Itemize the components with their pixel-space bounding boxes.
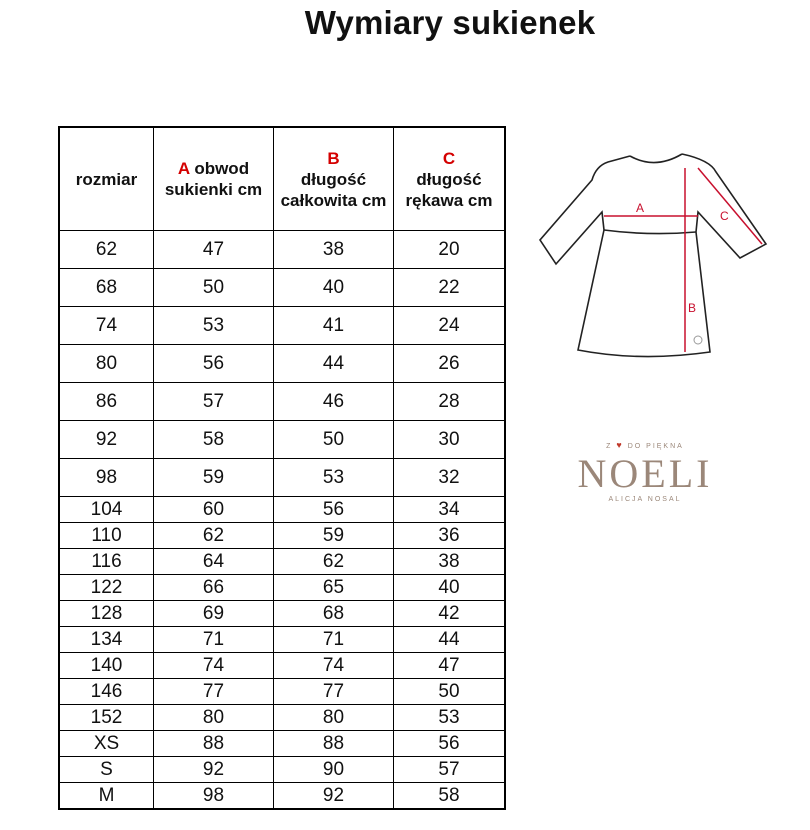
table-row — [59, 345, 505, 383]
cell-a: 98 — [154, 783, 274, 810]
cell-b: 41 — [274, 307, 394, 345]
cell-c: 50 — [394, 679, 506, 705]
cell-c: 42 — [394, 601, 506, 627]
cell-size: 92 — [59, 421, 154, 459]
cell-a: 59 — [154, 459, 274, 497]
header-size: rozmiar — [59, 127, 154, 231]
table-row — [59, 731, 505, 757]
measure-lines — [604, 168, 762, 352]
table-row — [59, 231, 505, 269]
table-row — [59, 523, 505, 549]
cell-size: 62 — [59, 231, 154, 269]
cell-size: 68 — [59, 269, 154, 307]
header-a-text: obwod sukienki cm — [164, 159, 263, 199]
table-row — [59, 679, 505, 705]
table-row — [59, 783, 505, 810]
cell-size: 122 — [59, 575, 154, 601]
cell-b: 44 — [274, 345, 394, 383]
cell-c: 20 — [394, 231, 506, 269]
cell-b: 46 — [274, 383, 394, 421]
cell-c: 22 — [394, 269, 506, 307]
cell-b: 56 — [274, 497, 394, 523]
cell-a: 69 — [154, 601, 274, 627]
cell-a: 92 — [154, 757, 274, 783]
label-c: C — [720, 209, 729, 223]
cell-c: 40 — [394, 575, 506, 601]
label-a: A — [636, 201, 645, 215]
cell-b: 53 — [274, 459, 394, 497]
dress-diagram — [530, 140, 775, 365]
cell-a: 74 — [154, 653, 274, 679]
cell-size: 104 — [59, 497, 154, 523]
cell-size: 74 — [59, 307, 154, 345]
table-row — [59, 497, 505, 523]
heart-icon: ♥ — [616, 440, 624, 450]
cell-c: 24 — [394, 307, 506, 345]
cell-a: 77 — [154, 679, 274, 705]
cell-c: 56 — [394, 731, 506, 757]
brand-logo — [560, 440, 730, 503]
cell-a: 47 — [154, 231, 274, 269]
header-c-letter: C — [442, 148, 456, 168]
cell-a: 50 — [154, 269, 274, 307]
cell-c: 32 — [394, 459, 506, 497]
cell-b: 88 — [274, 731, 394, 757]
header-a — [154, 127, 274, 231]
header-c-text: długość rękawa cm — [405, 169, 493, 210]
cell-a: 88 — [154, 731, 274, 757]
header-a-letter: A — [177, 159, 190, 178]
logo-name: NOELI — [577, 451, 713, 496]
table-row — [59, 383, 505, 421]
cell-b: 77 — [274, 679, 394, 705]
header-b-letter: B — [327, 148, 340, 168]
cell-size: XS — [59, 731, 154, 757]
cell-a: 66 — [154, 575, 274, 601]
table-row — [59, 601, 505, 627]
cell-a: 62 — [154, 523, 274, 549]
cell-c: 34 — [394, 497, 506, 523]
table-row — [59, 627, 505, 653]
cell-c: 36 — [394, 523, 506, 549]
logo-tagline: Z ♥ DO PIĘKNA — [606, 440, 684, 450]
cell-size: 98 — [59, 459, 154, 497]
cell-size: 110 — [59, 523, 154, 549]
cell-b: 65 — [274, 575, 394, 601]
cell-b: 50 — [274, 421, 394, 459]
cell-c: 28 — [394, 383, 506, 421]
page-title: Wymiary sukienek — [304, 4, 596, 41]
table-row — [59, 705, 505, 731]
cell-size: 146 — [59, 679, 154, 705]
table-row — [59, 757, 505, 783]
logo-subtitle: ALICJA NOSAL — [608, 496, 682, 503]
cell-b: 80 — [274, 705, 394, 731]
cell-a: 56 — [154, 345, 274, 383]
cell-c: 53 — [394, 705, 506, 731]
cell-a: 64 — [154, 549, 274, 575]
cell-b: 59 — [274, 523, 394, 549]
cell-c: 57 — [394, 757, 506, 783]
cell-size: S — [59, 757, 154, 783]
cell-size: 116 — [59, 549, 154, 575]
cell-c: 58 — [394, 783, 506, 810]
cell-size: 80 — [59, 345, 154, 383]
cell-a: 71 — [154, 627, 274, 653]
cell-c: 30 — [394, 421, 506, 459]
dress-outline — [540, 154, 766, 357]
table-row — [59, 549, 505, 575]
header-b — [274, 127, 394, 231]
table-row — [59, 421, 505, 459]
table-row — [59, 269, 505, 307]
cell-b: 92 — [274, 783, 394, 810]
table-row — [59, 307, 505, 345]
cell-size: 140 — [59, 653, 154, 679]
header-b-text: długość całkowita cm — [280, 169, 387, 210]
cell-size: 86 — [59, 383, 154, 421]
cell-a: 53 — [154, 307, 274, 345]
cell-b: 74 — [274, 653, 394, 679]
cell-size: 128 — [59, 601, 154, 627]
table-body — [59, 231, 505, 810]
table-row — [59, 459, 505, 497]
cell-a: 57 — [154, 383, 274, 421]
cell-b: 40 — [274, 269, 394, 307]
cell-c: 44 — [394, 627, 506, 653]
cell-size: 134 — [59, 627, 154, 653]
cell-b: 38 — [274, 231, 394, 269]
size-table — [58, 126, 506, 810]
cell-b: 62 — [274, 549, 394, 575]
line-c — [698, 168, 762, 244]
cell-size: 152 — [59, 705, 154, 731]
cell-b: 71 — [274, 627, 394, 653]
cell-a: 58 — [154, 421, 274, 459]
cell-a: 80 — [154, 705, 274, 731]
cell-c: 38 — [394, 549, 506, 575]
table-row — [59, 653, 505, 679]
cell-size: M — [59, 783, 154, 810]
cell-c: 26 — [394, 345, 506, 383]
cell-b: 90 — [274, 757, 394, 783]
button-circle — [694, 336, 702, 344]
table-header-row — [59, 127, 505, 231]
cell-b: 68 — [274, 601, 394, 627]
table-row — [59, 575, 505, 601]
header-c — [394, 127, 506, 231]
cell-a: 60 — [154, 497, 274, 523]
cell-c: 47 — [394, 653, 506, 679]
label-b: B — [688, 301, 697, 315]
